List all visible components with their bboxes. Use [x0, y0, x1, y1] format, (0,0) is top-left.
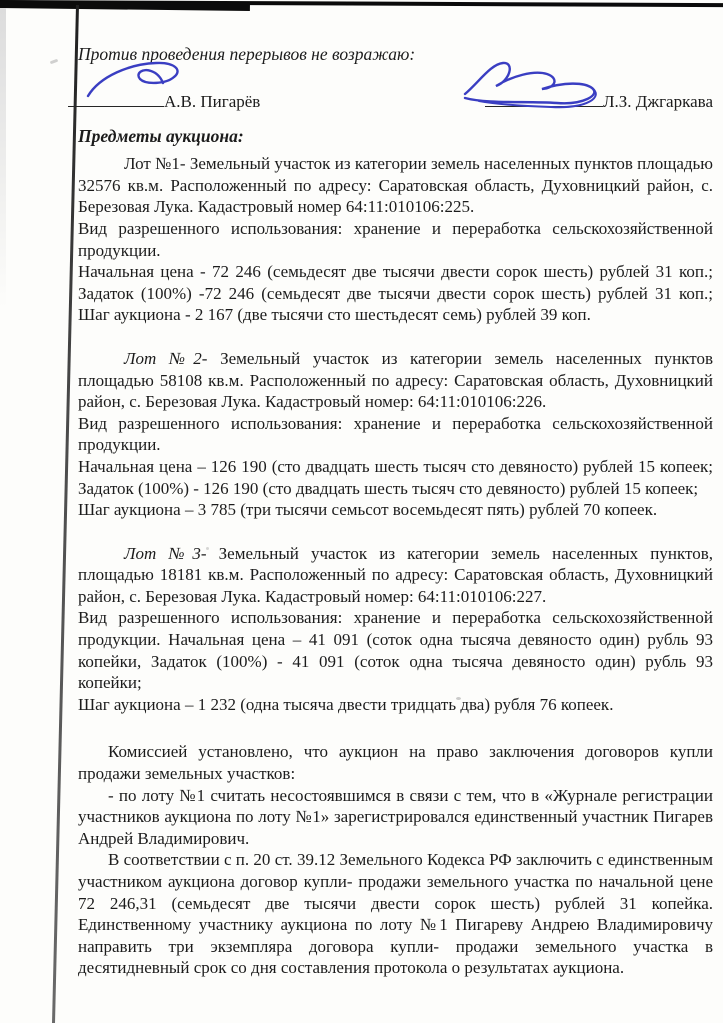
scan-left-shadow: [0, 8, 6, 308]
signature-row: [78, 86, 713, 112]
commission-lot1-result: - по лоту №1 считать несостоявшимся в связи с тем, что в «Журнале регистрации участников аукциона по лоту №1» зарегистрировался единственный участник Пигарев Андрей Владимирович.: [78, 785, 713, 848]
commission-section: [78, 741, 713, 979]
commission-finding: Комиссией установлено, что аукцион на право заключения договоров купли продажи земельных участков:: [78, 742, 713, 784]
page-left-edge-line: [52, 5, 79, 1023]
scan-top-edge-thick: [0, 0, 250, 11]
lot-2-description-text: Земельный участок из категории земель населенных пунктов площадью 58108 кв.м. Расположенный по адресу: Саратовская область, Духовницкий район, с. Березовая Лука. Кадастровый номер: 64:11:010106:226.: [78, 348, 714, 412]
lot-2-description: [78, 348, 713, 413]
lot-3-label: Лот №3-: [124, 543, 207, 563]
pigarev-name: А.В. Пигарёв: [164, 91, 261, 111]
lot-2-label: Лот №2-: [124, 348, 208, 368]
no-objection-line: Против проведения перерывов не возражаю:: [78, 44, 416, 64]
lot-3-description-text: Земельный участок из категории земель населенных пунктов, площадью 18181 кв.м. Расположенный по адресу: Саратовская область, Духовницкий район, с. Березовая Лука. Кадастровый номер: 64:11:010106:227.: [78, 543, 713, 606]
lot-2-auction-step: Шаг аукциона – 3 785 (три тысячи семьсот восемьдесят пять) рублей 70 копеек.: [78, 500, 658, 520]
lot-1-deposit: Задаток (100%) -72 246 (семьдесят две тысячи двести сорок шесть) рублей 31 коп.;: [78, 283, 713, 303]
lot-3-usage-price-deposit: Вид разрешенного использования: хранение и переработка сельскохозяйственной продукции. Начальная цена – 41 091 (соток одна тысяча девяносто один) рубль 93 копейки, Задаток (100%) - 41 091 (соток одна тысяча девяносто один) рубль 93 копейки;: [78, 608, 713, 693]
auction-subjects-title: Предметы аукциона:: [78, 125, 244, 146]
lot-3-auction-step: Шаг аукциона – 1 232 (одна тысяча двести тридцать два) рубля 76 копеек.: [78, 694, 614, 714]
lot-1-usage: Вид разрешенного использования: хранение и переработка сельскохозяйственной продукции.: [78, 218, 713, 260]
dzhgarkava-name: Л.З. Джгаркава: [602, 91, 713, 111]
lot-3-description: [78, 543, 713, 608]
document-content: [78, 44, 713, 979]
commission-decision: В соответствии с п. 20 ст. 39.12 Земельного Кодекса РФ заключить с единственным участником аукциона договор купли- продажи земельного участка по начальной цене 72 246,31 (семьдесят две тысячи двести сорок шесть) рублей 31 копейка. Единственному участнику аукциона по лоту №1 Пигареву Андрею Владимировичу направить три экземпляра договора купли- продажи земельного участка в десятидневный срок со дня составления протокола о результатах аукциона.: [78, 850, 713, 978]
lot-1-block: [78, 153, 713, 326]
lot-1-description: [78, 153, 713, 218]
signature-line: [68, 105, 164, 107]
lot-2-block: [78, 348, 713, 521]
signature-block-pigarev: [68, 92, 260, 112]
signature-line: [485, 105, 603, 107]
lot-1-description-text: Земельный участок из категории земель населенных пунктов площадью 32576 кв.м. Расположенный по адресу: Саратовская область, Духовницкий район, с. Березовая Лука. Кадастровый номер 64:11:010106:225.: [78, 154, 713, 217]
lot-1-auction-step: Шаг аукциона - 2 167 (две тысячи сто шестьдесят семь) рублей 39 коп.: [78, 305, 591, 325]
lot-1-start-price: Начальная цена - 72 246 (семьдесят две тысячи двести сорок шесть) рублей 31 коп.;: [78, 262, 713, 282]
lot-3-block: [78, 543, 713, 716]
lot-2-usage: Вид разрешенного использования: хранение и переработка сельскохозяйственной продукции.: [78, 413, 713, 455]
signature-block-dzhgarkava: [485, 92, 713, 112]
lots-section: [78, 153, 713, 715]
lot-2-price-and-deposit: Начальная цена – 126 190 (сто двадцать шесть тысяч сто девяносто) рублей 15 копеек; Задаток (100%) - 126 190 (сто двадцать шесть тысяч сто девяносто) рублей 15 копеек;: [78, 456, 713, 498]
scan-speck: [50, 59, 59, 65]
lot-1-label: Лот №1-: [124, 154, 186, 174]
